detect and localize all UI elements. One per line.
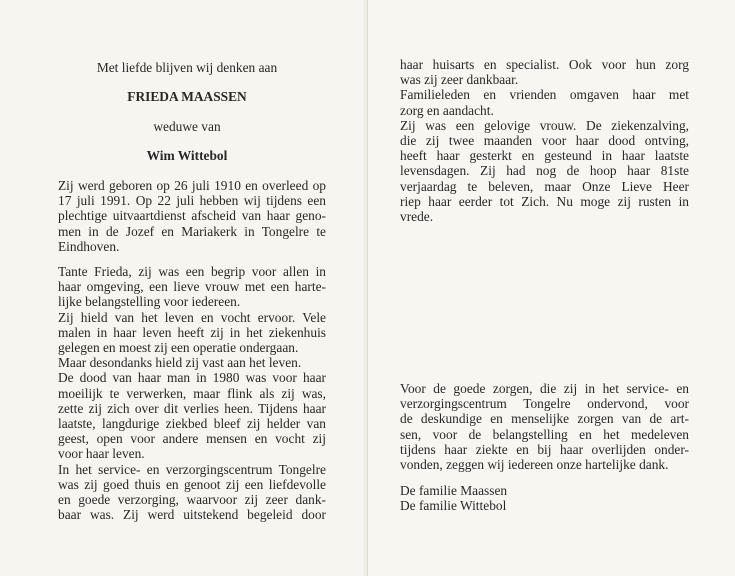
text-line: verjaardag te beleven, maar Onze Lieve Heer [400, 178, 689, 194]
text-line: Familieleden en vrienden omgaven haar met [400, 87, 689, 103]
text-line: moeilijk te verwerken, maar flink als zij was, [58, 385, 326, 401]
text-line: de deskundige en menselijke zorgen van de art- [400, 411, 689, 427]
text-line: geest, open voor andere mensen en vocht zij [58, 431, 326, 447]
text-line: levensdagen. Zij had nog de hoop haar 81ste [400, 163, 689, 179]
text-line: sen, voor de belangstelling en het medeleven [400, 426, 689, 442]
thanks-paragraph [400, 381, 689, 472]
right-page [368, 0, 735, 576]
text-line: Voor de goede zorgen, die zij in het service- en [400, 381, 689, 396]
text-line: 17 juli 1991. Op 22 juli hebben wij tijdens een [58, 193, 326, 209]
text-line: Zij hield van het leven en vocht ervoor. Vele [58, 309, 326, 325]
text-line: Tante Frieda, zij was een begrip voor allen in [58, 264, 326, 279]
text-line: haar omgeving, een lieve vrouw met een harte- [58, 279, 326, 295]
text-line: vrede. [400, 209, 434, 225]
continuation-paragraph [400, 57, 689, 224]
text-line: tijdens haar ziekte en bij haar overlijden onder- [400, 441, 689, 457]
intro-text: Met liefde blijven wij denken aan [96, 60, 278, 75]
text-line: men in de Jozef en Mariakerk in Tongelre te [58, 223, 326, 239]
text-line: voor haar leven. [58, 446, 145, 462]
text-line: heeft haar gesterkt en gesteund in haar laatste [400, 148, 689, 164]
text-line: gelegen en moest zij een operatie ondergaan. [58, 340, 299, 356]
text-line: malen in haar leven heeft zij in het ziekenhuis [58, 324, 326, 340]
text-line: en goede verzorging, waarvoor zij zeer dank- [58, 492, 326, 508]
text-line: die zij twee maanden voor haar dood ontving, [400, 133, 689, 149]
text-line: riep haar eerder tot Zich. Nu moge zij rusten in [400, 193, 689, 209]
text-line: vonden, zeggen wij iedereen onze hartelijke dank. [400, 457, 669, 473]
text-line: haar huisarts en specialist. Ook voor hun zorg [400, 57, 689, 72]
text-line: baar was. Zij werd uitstekend begeleid door [58, 507, 326, 523]
family-signatures [400, 483, 689, 513]
text-line: Zij was een gelovige vrouw. De ziekenzalving, [400, 117, 689, 133]
text-line: laatste, langdurige ziekbed bleef zij helder van [58, 416, 326, 432]
widow-of-text: weduwe van [153, 119, 221, 134]
biography-paragraph [58, 178, 326, 254]
text-line: was zij zeer dankbaar. [400, 72, 519, 88]
text-line: zette zij zich over dit verlies heen. Tijdens haar [58, 400, 326, 416]
life-story-paragraph [58, 264, 326, 522]
deceased-name-text: FRIEDA MAASSEN [127, 89, 247, 104]
spouse-name [58, 148, 316, 163]
text-line: De dood van haar man in 1980 was voor haar [58, 370, 326, 386]
text-line: zorg en aandacht. [400, 102, 494, 118]
intro-line [58, 60, 316, 75]
text-line: was zij goed thuis en genoot zij een liefdevolle [58, 476, 326, 492]
text-line: Eindhoven. [58, 238, 120, 254]
text-line: lijke belangstelling voor iedereen. [58, 294, 241, 310]
text-line: Maar desondanks hield zij vast aan het leven. [58, 355, 302, 371]
signature-line: De familie Wittebol [400, 498, 507, 514]
text-line: verzorgingscentrum Tongelre ondervond, voor [400, 396, 689, 412]
spouse-name-text: Wim Wittebol [146, 148, 228, 163]
deceased-name [58, 89, 316, 104]
text-line: Zij werd geboren op 26 juli 1910 en overleed op [58, 178, 326, 193]
signature-line: De familie Maassen [400, 483, 508, 498]
widow-of-line [58, 119, 316, 134]
text-line: plechtige uitvaartdienst afscheid van haar geno- [58, 208, 326, 224]
text-line: In het service- en verzorgingscentrum Tongelre [58, 461, 326, 477]
